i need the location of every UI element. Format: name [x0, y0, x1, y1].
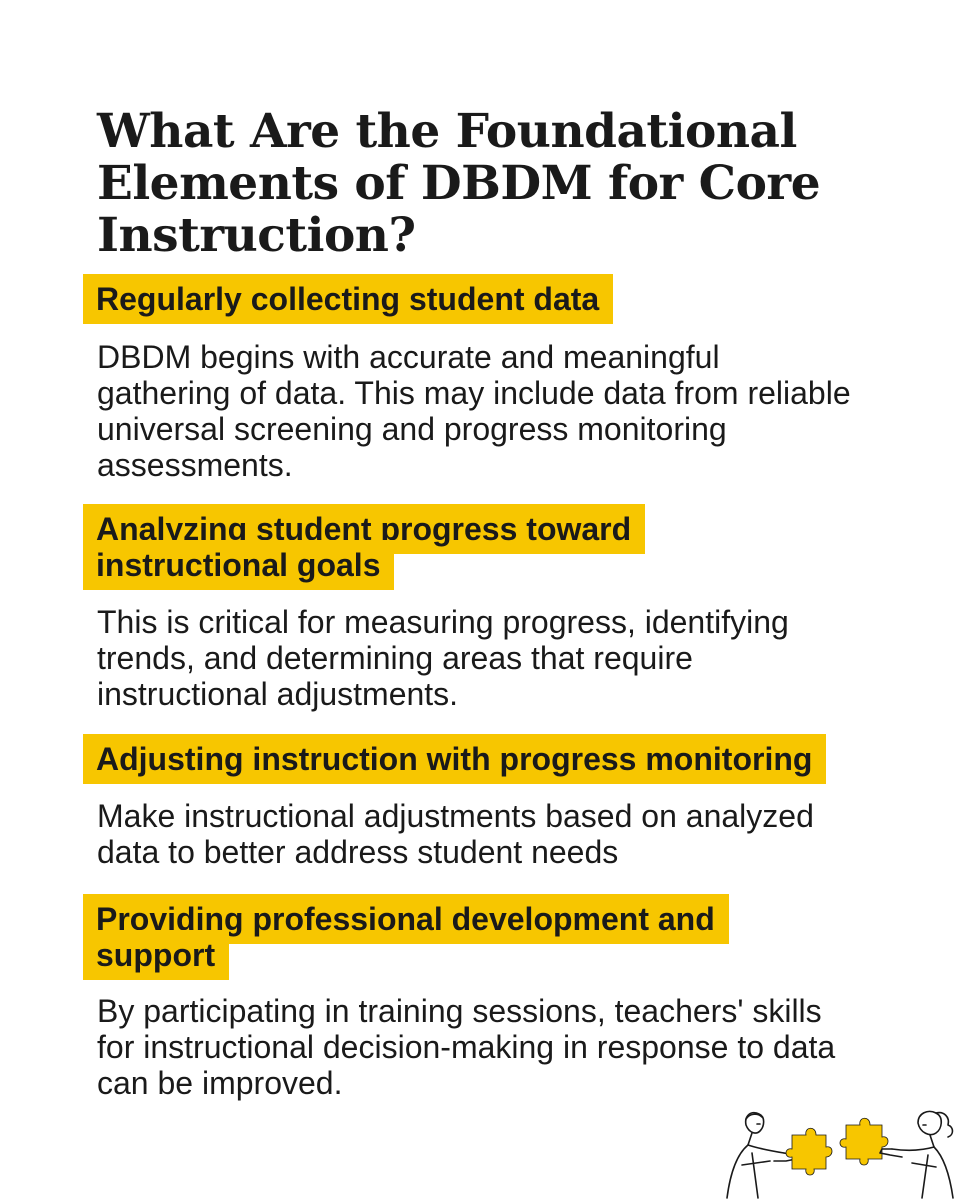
section-body-collecting-data: DBDM begins with accurate and meaningful gathering of data. This may include data from reliable universal screening and progress monitoring assessments. [97, 339, 851, 483]
puzzle-piece-icon [840, 1118, 888, 1165]
people-with-puzzle-pieces-illustration [722, 1105, 958, 1200]
section-body-professional-development: By participating in training sessions, teachers' skills for instructional decision-making in response to data can be improved. [97, 993, 836, 1101]
heading-highlight: Analyzing student progress toward instructional goals [83, 504, 645, 590]
heading-highlight: Providing professional development and support [83, 894, 729, 980]
section-heading-adjusting-instruction [83, 741, 883, 777]
section-heading-collecting-data [83, 281, 703, 317]
page-title: What Are the Foundational Elements of DBDM for Core Instruction? [97, 104, 821, 263]
section-heading-professional-development [83, 901, 773, 973]
section-body-analyzing-progress: This is critical for measuring progress, identifying trends, and determining areas that require instructional adjustments. [97, 604, 789, 712]
section-body-adjusting-instruction: Make instructional adjustments based on analyzed data to better address student needs [97, 798, 814, 870]
heading-highlight: Regularly collecting student data [83, 274, 613, 324]
section-heading-analyzing-progress [83, 511, 683, 583]
puzzle-piece-icon [786, 1128, 832, 1175]
heading-highlight: Adjusting instruction with progress monitoring [83, 734, 826, 784]
